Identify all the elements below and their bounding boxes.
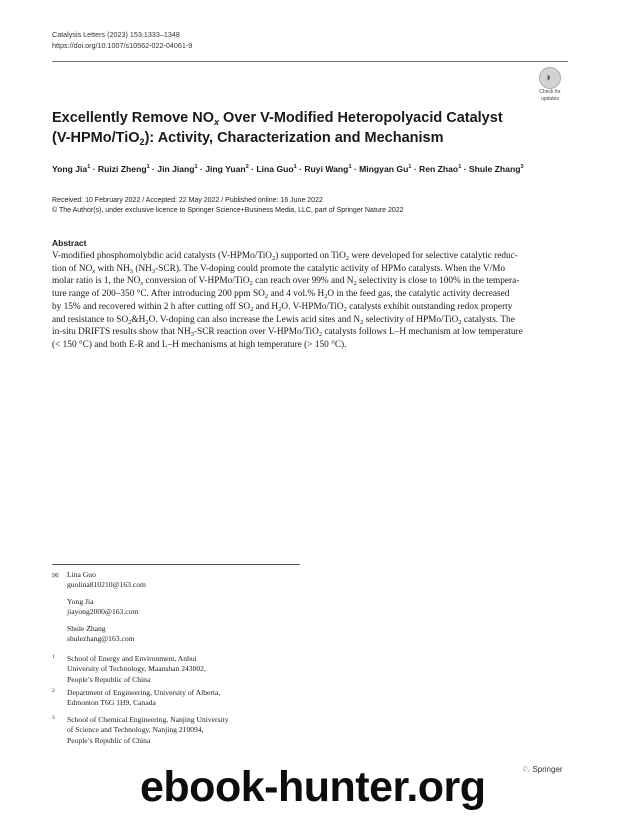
affiliation-line: School of Chemical Engineering, Nanjing University — [67, 715, 229, 724]
author-separator: · — [248, 164, 257, 174]
abstract-heading: Abstract — [52, 238, 87, 248]
author-separator: · — [351, 164, 360, 174]
affiliation-number: 1 — [52, 654, 55, 660]
author-affiliation-marker: 2 — [245, 164, 249, 171]
author-affiliation-marker: 1 — [408, 164, 412, 171]
affiliation-line: University of Technology, Maanshan 243002, — [67, 664, 206, 674]
author-name[interactable]: Ruyi Wang — [304, 164, 349, 174]
affiliation-line: People’s Republic of China — [67, 735, 151, 745]
badge-line1: Check for — [539, 89, 561, 95]
author-name[interactable]: Ren Zhao — [419, 164, 459, 174]
title-sub: x — [214, 117, 220, 127]
title-part: (V-HPMo/TiO — [52, 130, 140, 146]
author-affiliation-marker: 1 — [146, 164, 150, 171]
affiliation-line: School of Energy and Environment, Anhui — [67, 654, 197, 663]
author-separator: · — [149, 164, 158, 174]
author-name[interactable]: Shule Zhang — [468, 164, 521, 174]
abstract-line: ture range of 200–350 °C. After introducing 200 ppm $SO_2$ and 4 vol.% $H_2O$ in the feed gas, the catalytic activity decreased — [52, 289, 510, 301]
contact-name: Lina Guo — [67, 570, 96, 579]
abstract-line: in-situ DRIFTS results show that $NH_3$-SCR reaction over V-HPMo/TiO$_2$ catalysts follows L–H mechanism at low temperature — [52, 327, 523, 339]
springer-horse-icon: ♘ — [522, 764, 531, 774]
envelope-icon: ✉ — [52, 571, 59, 580]
author-separator: · — [90, 164, 98, 174]
abstract-line: and resistance to $SO_2\&H_2O$. V-doping can also increase the Lewis acid sites and $N_2$ selectivity of HPMo/TiO$_2$ catalysts. The — [52, 314, 515, 326]
abstract-line: (< 150 °C) and both E-R and L–H mechanisms at high temperature (> 150 °C). — [52, 339, 347, 350]
journal-citation: Catalysis Letters (2023) 153:1333–1348 — [52, 30, 180, 39]
affiliation-number: 3 — [52, 715, 55, 721]
affiliation-line: of Science and Technology, Nanjing 210094, — [67, 725, 204, 735]
author-affiliation-marker: 1 — [458, 164, 462, 171]
abstract-line: by 15% and recovered within 2 h after cutting off $SO_2$ and $H_2O$. V-HPMo/TiO$_2$ catalysts exhibit outstanding redox property — [52, 301, 513, 313]
affiliation-line: People’s Republic of China — [67, 674, 151, 684]
copyright-line: © The Author(s), under exclusive licence to Springer Science+Business Media, LLC, part of Springer Nature 2022 — [52, 207, 404, 214]
author-name[interactable]: Mingyan Gu — [359, 164, 409, 174]
abstract-text — [52, 250, 570, 352]
received-accepted-line: Received: 10 February 2022 / Accepted: 22 May 2022 / Published online: 16 June 2022 — [52, 197, 323, 204]
author-separator: · — [461, 164, 469, 174]
author-name[interactable]: Lina Guo — [256, 164, 294, 174]
watermark-text: ebook-hunter.org — [140, 763, 486, 811]
affiliation-number: 2 — [52, 688, 55, 694]
journal-info — [52, 30, 192, 51]
author-separator: · — [197, 164, 206, 174]
title-part: Over V-Modified Heteropolyacid Catalyst — [219, 110, 503, 126]
abstract-line: tion of $NO_x$ with $NH_3$ $(NH_3-SCR)$. The V-doping could promote the catalytic activity of HPMo catalysts. When the V/Mo — [52, 263, 506, 275]
author-name[interactable]: Jing Yuan — [205, 164, 246, 174]
abstract-line: V-modified phosphomolybdic acid catalysts (V-HPMo/TiO$_2$) supported on TiO$_2$ were developed for selective catalytic reduc- — [52, 251, 518, 262]
publisher-name: Springer — [532, 765, 563, 774]
abstract-line: molar ratio is 1, the $NO_x$ conversion of V-HPMo/TiO$_2$ can reach over 99% and $N_2$ selectivity is close to 100% in the tempera- — [52, 276, 520, 288]
doi-link[interactable]: https://doi.org/10.1007/s10562-022-04061-9 — [52, 40, 193, 50]
author-affiliation-marker: 1 — [87, 164, 91, 171]
badge-line2: updates — [541, 95, 559, 102]
contact-email[interactable]: shulezhang@163.com — [67, 634, 135, 644]
crossmark-icon: ◑ — [539, 67, 561, 89]
author-name[interactable]: Yong Jia — [52, 164, 88, 174]
check-for-updates-badge[interactable] — [531, 67, 569, 101]
paper-title — [52, 108, 522, 148]
author-affiliation-marker: 3 — [520, 164, 524, 171]
title-sub: 2 — [139, 137, 145, 147]
contact-name: Yong Jia — [67, 597, 94, 606]
author-affiliation-marker: 1 — [293, 164, 297, 171]
contact-name: Shule Zhang — [67, 624, 106, 633]
header-rule — [52, 61, 568, 62]
title-part: Excellently Remove NO — [52, 110, 214, 126]
author-name[interactable]: Ruizi Zheng — [97, 164, 147, 174]
footnote-rule — [52, 564, 300, 565]
affiliation-line: Department of Engineering, University of Alberta, — [67, 688, 221, 697]
author-separator: · — [411, 164, 420, 174]
author-affiliation-marker: 1 — [348, 164, 352, 171]
contact-email[interactable]: guolina810210@163.com — [67, 580, 146, 590]
author-name[interactable]: Jin Jiang — [157, 164, 195, 174]
author-separator: · — [296, 164, 305, 174]
publication-dates — [52, 196, 404, 216]
affiliation-line: Edmonton T6G 1H9, Canada — [67, 698, 156, 708]
author-list — [52, 164, 524, 174]
contact-email[interactable]: jiayong2000@163.com — [67, 607, 139, 617]
title-part: ): Activity, Characterization and Mechanism — [144, 130, 444, 146]
author-affiliation-marker: 1 — [194, 164, 198, 171]
